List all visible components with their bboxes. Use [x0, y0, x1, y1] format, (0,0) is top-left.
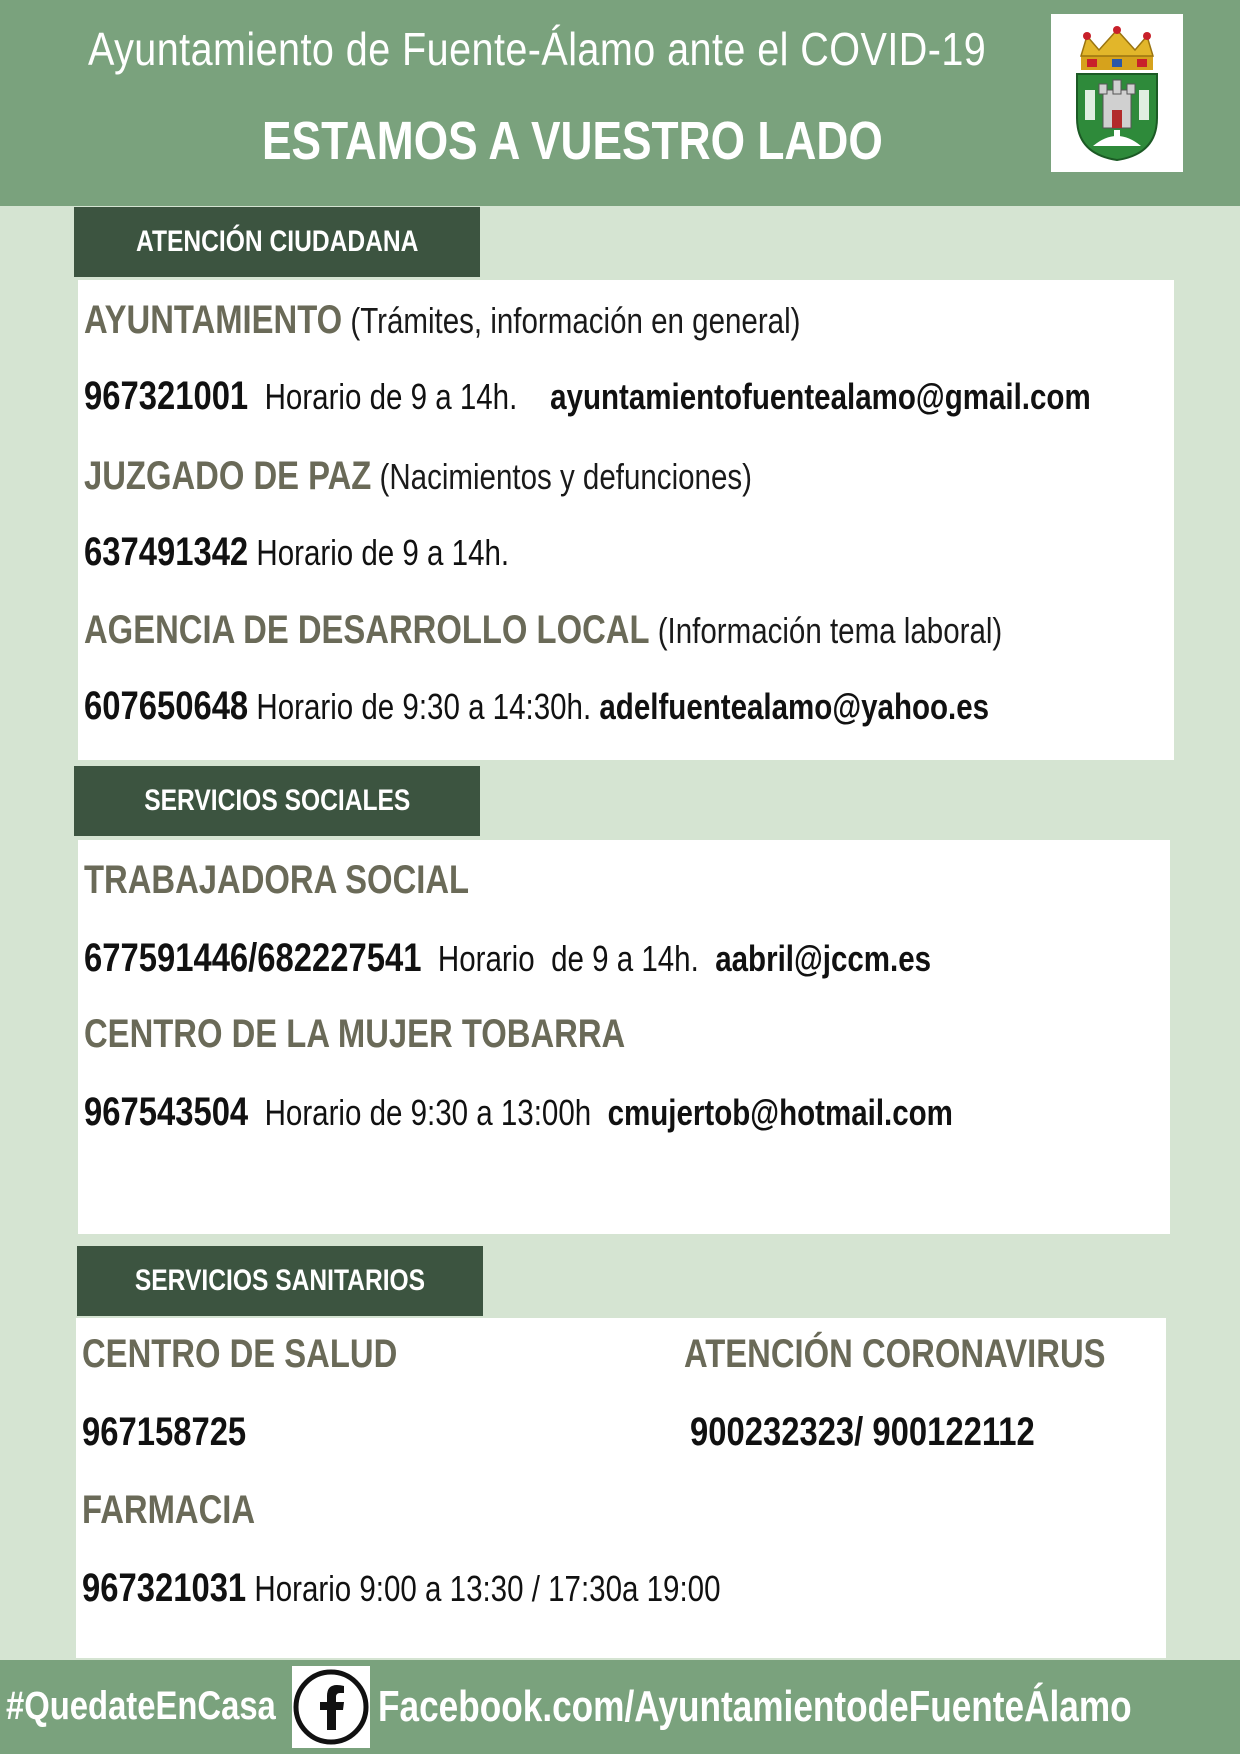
trabajadora-social-phone: 677591446/682227541: [84, 936, 422, 980]
row-centro-mujer: [84, 1012, 625, 1057]
farmacia-hours: Horario 9:00 a 13:30 / 17:30a 19:00: [246, 1568, 721, 1609]
juzgado-desc: (Nacimientos y defunciones): [371, 456, 752, 497]
panel-servicios-sanitarios: [76, 1318, 1166, 1658]
row-farmacia: [82, 1488, 255, 1533]
page-subtitle: ESTAMOS A VUESTRO LADO: [262, 111, 883, 171]
coat-of-arms-icon: [1073, 26, 1161, 162]
juzgado-phone: 637491342: [84, 530, 249, 574]
ayuntamiento-desc: (Trámites, información en general): [342, 300, 801, 341]
adl-email: adelfuentealamo@yahoo.es: [599, 686, 990, 727]
header-banner: [0, 0, 1240, 206]
row-farmacia-contact: [82, 1566, 720, 1611]
row-adl: [84, 608, 1002, 653]
row-centro-salud-phone: [82, 1410, 246, 1455]
juzgado-hours: Horario de 9 a 14h.: [248, 532, 510, 573]
tab-servicios-sanitarios-label: SERVICIOS SANITARIOS: [134, 1264, 426, 1297]
centro-mujer-email: cmujertob@hotmail.com: [607, 1092, 953, 1133]
adl-hours: Horario de 9:30 a 14:30h.: [248, 686, 600, 727]
facebook-icon: [292, 1666, 370, 1748]
facebook-logo[interactable]: [292, 1666, 370, 1748]
tab-servicios-sanitarios: [77, 1246, 483, 1316]
page-title: Ayuntamiento de Fuente-Álamo ante el COVID-19: [88, 23, 987, 75]
coat-of-arms: [1051, 14, 1183, 172]
adl-desc: (Información tema laboral): [649, 610, 1003, 651]
tab-servicios-sociales: [74, 766, 480, 836]
row-coronavirus-phone: [690, 1410, 1035, 1455]
centro-mujer-label: CENTRO DE LA MUJER TOBARRA: [84, 1012, 626, 1056]
adl-label: AGENCIA DE DESARROLLO LOCAL: [84, 608, 650, 652]
juzgado-label: JUZGADO DE PAZ: [84, 454, 372, 498]
facebook-link[interactable]: Facebook.com/AyuntamientodeFuenteÁlamo: [378, 1682, 1132, 1731]
trabajadora-social-label: TRABAJADORA SOCIAL: [84, 858, 470, 902]
row-centro-mujer-contact: [84, 1090, 953, 1135]
panel-servicios-sociales: [78, 840, 1170, 1234]
trabajadora-social-email: aabril@jccm.es: [715, 938, 932, 979]
row-coronavirus: [684, 1332, 1106, 1377]
row-ayuntamiento-contact: [84, 374, 1091, 419]
tab-servicios-sociales-label: SERVICIOS SOCIALES: [143, 784, 411, 817]
ayuntamiento-hours: Horario de 9 a 14h.: [248, 376, 551, 417]
footer-banner: [0, 1660, 1240, 1754]
adl-phone: 607650648: [84, 684, 249, 728]
panel-atencion-ciudadana: [78, 280, 1174, 760]
centro-mujer-hours: Horario de 9:30 a 13:00h: [248, 1092, 608, 1133]
farmacia-label: FARMACIA: [82, 1488, 256, 1532]
row-centro-salud: [82, 1332, 397, 1377]
hashtag: #QuedateEnCasa: [6, 1684, 276, 1728]
ayuntamiento-phone: 967321001: [84, 374, 249, 418]
row-ayuntamiento: [84, 298, 800, 343]
row-adl-contact: [84, 684, 989, 729]
farmacia-phone: 967321031: [82, 1566, 247, 1610]
row-juzgado-contact: [84, 530, 509, 575]
coronavirus-label: ATENCIÓN CORONAVIRUS: [684, 1332, 1106, 1376]
centro-salud-label: CENTRO DE SALUD: [82, 1332, 398, 1376]
coronavirus-phone: 900232323/ 900122112: [690, 1410, 1035, 1454]
tab-atencion-ciudadana: [74, 207, 480, 277]
row-juzgado: [84, 454, 752, 499]
centro-mujer-phone: 967543504: [84, 1090, 249, 1134]
tab-atencion-ciudadana-label: ATENCIÓN CIUDADANA: [135, 225, 419, 258]
row-trabajadora-social: [84, 858, 469, 903]
row-trabajadora-social-contact: [84, 936, 931, 981]
trabajadora-social-hours: Horario de 9 a 14h.: [421, 938, 716, 979]
ayuntamiento-email: ayuntamientofuentealamo@gmail.com: [550, 376, 1091, 417]
ayuntamiento-label: AYUNTAMIENTO: [84, 298, 343, 342]
centro-salud-phone: 967158725: [82, 1410, 247, 1454]
